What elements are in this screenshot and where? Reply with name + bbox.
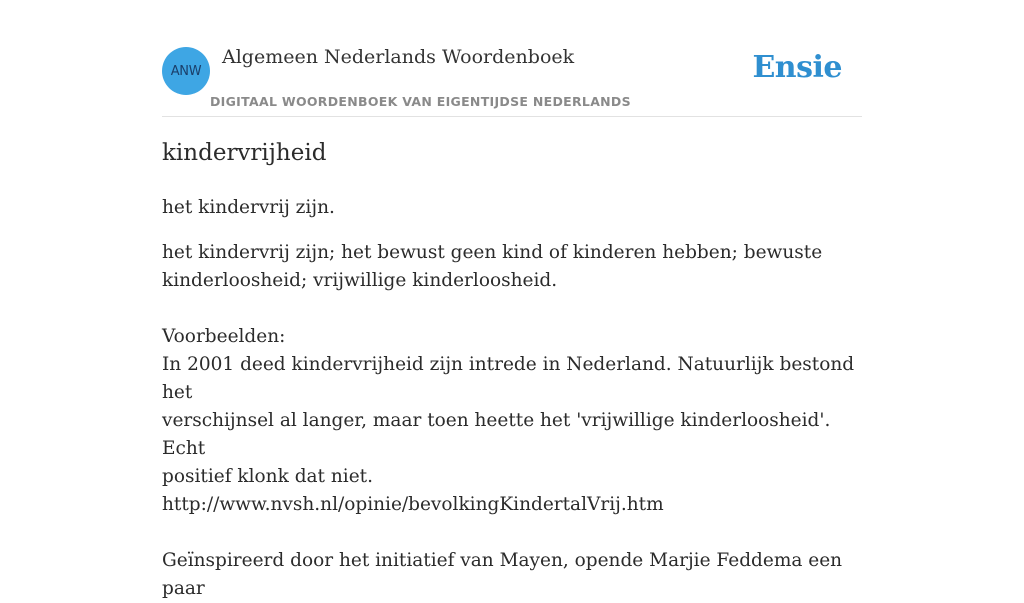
examples-label: Voorbeelden: bbox=[162, 326, 286, 347]
logo-text: ANW bbox=[170, 63, 202, 79]
example-line: verschijnsel al langer, maar toen heette het 'vrijwillige kinderloosheid'. Echt bbox=[162, 410, 831, 459]
example-source: http://www.nvsh.nl/opinie/bevolkingKindertalVrij.htm bbox=[162, 494, 664, 515]
example-line: Geïnspireerd door het initiatief van Mayen, opende Marjie Feddema een paar bbox=[162, 550, 843, 599]
example-line: positief klonk dat niet. bbox=[162, 466, 373, 487]
example-line: In 2001 deed kindervrijheid zijn intrede in Nederland. Natuurlijk bestond het bbox=[162, 354, 855, 403]
page bbox=[162, 0, 862, 599]
entry-body bbox=[162, 239, 862, 603]
ensie-brand-logo[interactable]: Ensie bbox=[752, 50, 842, 85]
anw-logo[interactable] bbox=[162, 47, 210, 95]
definition-line: kinderloosheid; vrijwillige kinderloosheid. bbox=[162, 270, 558, 291]
site-title[interactable]: Algemeen Nederlands Woordenboek bbox=[222, 46, 575, 68]
definition-line: het kindervrij zijn; het bewust geen kind of kinderen hebben; bewuste bbox=[162, 242, 823, 263]
site-header bbox=[162, 0, 862, 117]
short-definition: het kindervrij zijn. bbox=[162, 197, 335, 218]
entry-headword: kindervrijheid bbox=[162, 140, 327, 166]
site-subtitle: DIGITAAL WOORDENBOEK VAN EIGENTIJDSE NEDERLANDS bbox=[210, 94, 631, 109]
